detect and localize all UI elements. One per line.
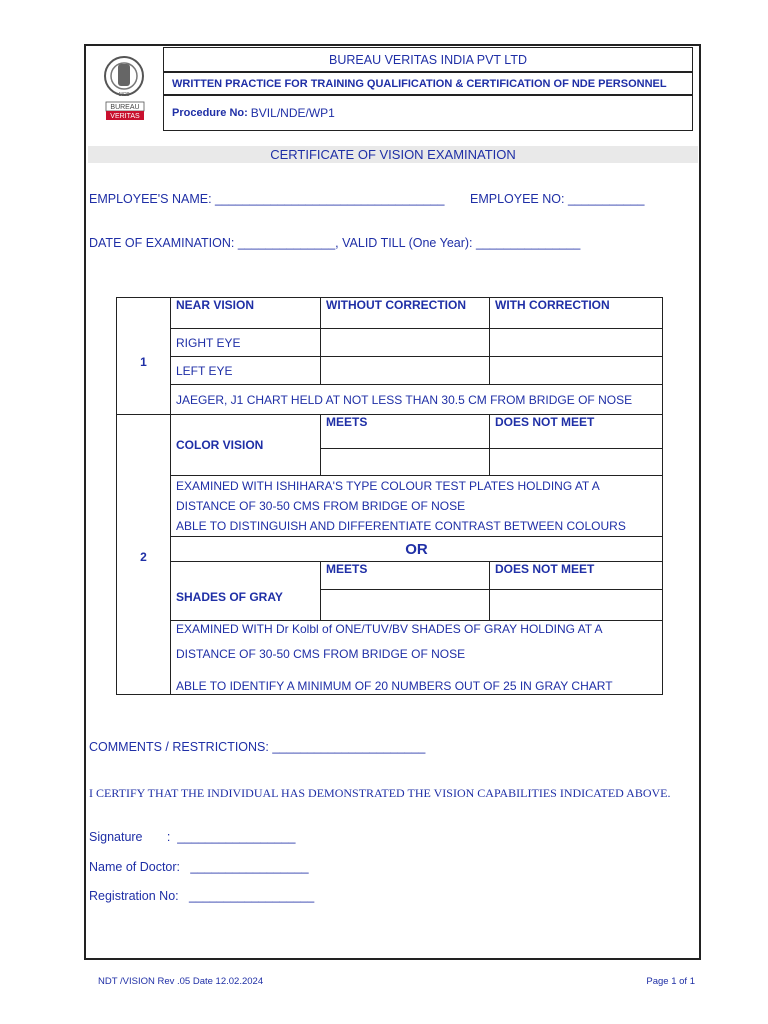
gray-not-meet-header: DOES NOT MEET bbox=[489, 561, 663, 590]
vision-table bbox=[116, 297, 663, 695]
procedure-value: BVIL/NDE/WP1 bbox=[250, 106, 335, 120]
gray-not-meet-box[interactable] bbox=[489, 589, 663, 621]
procedure-label: Procedure No: bbox=[172, 107, 248, 119]
gray-meets-header: MEETS bbox=[320, 561, 490, 590]
left-eye-without-correction[interactable] bbox=[320, 356, 490, 385]
svg-text:1828: 1828 bbox=[118, 92, 130, 98]
kolbl-note: EXAMINED WITH Dr Kolbl of ONE/TUV/BV SHADES OF GRAY HOLDING AT A DISTANCE OF 30-50 CMS FROM BRIDGE OF NOSE ABLE TO IDENTIFY A MINIMUM OF 20 NUMBERS OUT OF 25 IN GRAY CHART bbox=[170, 620, 663, 695]
svg-text:BUREAU: BUREAU bbox=[110, 104, 140, 111]
jaeger-note: JAEGER, J1 CHART HELD AT NOT LESS THAN 30.5 CM FROM BRIDGE OF NOSE bbox=[170, 384, 663, 415]
color-not-meet-header: DOES NOT MEET bbox=[489, 414, 663, 449]
ishihara-note: EXAMINED WITH ISHIHARA'S TYPE COLOUR TEST PLATES HOLDING AT A DISTANCE OF 30-50 CMS FROM BRIDGE OF NOSE ABLE TO DISTINGUISH AND DIFFERENTIATE CONTRAST BETWEEN COLOURS bbox=[170, 475, 663, 537]
svg-text:VERITAS: VERITAS bbox=[110, 113, 140, 120]
procedure-number bbox=[163, 95, 693, 131]
signature-field[interactable]: Signature : _________________ bbox=[89, 830, 296, 844]
gray-meets-box[interactable] bbox=[320, 589, 490, 621]
color-not-meet-box[interactable] bbox=[489, 448, 663, 476]
employee-name-field[interactable]: EMPLOYEE'S NAME: _________________________________ bbox=[89, 192, 445, 206]
employee-no-field[interactable]: EMPLOYEE NO: ___________ bbox=[470, 192, 645, 206]
certification-statement: I CERTIFY THAT THE INDIVIDUAL HAS DEMONSTRATED THE VISION CAPABILITIES INDICATED ABOVE. bbox=[89, 786, 671, 800]
color-meets-header: MEETS bbox=[320, 414, 490, 449]
near-vision-header: NEAR VISION bbox=[170, 297, 321, 329]
or-divider: OR bbox=[170, 536, 663, 562]
color-vision-label: COLOR VISION bbox=[170, 414, 321, 476]
with-correction-header: WITH CORRECTION bbox=[489, 297, 663, 329]
certificate-title: CERTIFICATE OF VISION EXAMINATION bbox=[88, 146, 698, 163]
right-eye-with-correction[interactable] bbox=[489, 328, 663, 357]
footer-page-number: Page 1 of 1 bbox=[646, 976, 695, 987]
right-eye-without-correction[interactable] bbox=[320, 328, 490, 357]
company-logo bbox=[86, 46, 163, 131]
registration-no-field[interactable]: Registration No: __________________ bbox=[89, 889, 315, 903]
without-correction-header: WITHOUT CORRECTION bbox=[320, 297, 490, 329]
doctor-name-field[interactable]: Name of Doctor: _________________ bbox=[89, 860, 309, 874]
right-eye-label: RIGHT EYE bbox=[170, 328, 321, 357]
left-eye-with-correction[interactable] bbox=[489, 356, 663, 385]
section-number-1: 1 bbox=[140, 355, 147, 369]
practice-title: WRITTEN PRACTICE FOR TRAINING QUALIFICATION & CERTIFICATION OF NDE PERSONNEL bbox=[163, 72, 693, 95]
company-name: BUREAU VERITAS INDIA PVT LTD bbox=[163, 47, 693, 72]
color-meets-box[interactable] bbox=[320, 448, 490, 476]
shades-of-gray-label: SHADES OF GRAY bbox=[170, 561, 321, 621]
footer-revision: NDT /VISION Rev .05 Date 12.02.2024 bbox=[98, 976, 264, 987]
comments-field[interactable]: COMMENTS / RESTRICTIONS: ______________________ bbox=[89, 740, 426, 754]
examination-date-field[interactable]: DATE OF EXAMINATION: ______________, VALID TILL (One Year): _______________ bbox=[89, 236, 581, 250]
section-number-2: 2 bbox=[140, 550, 147, 564]
left-eye-label: LEFT EYE bbox=[170, 356, 321, 385]
